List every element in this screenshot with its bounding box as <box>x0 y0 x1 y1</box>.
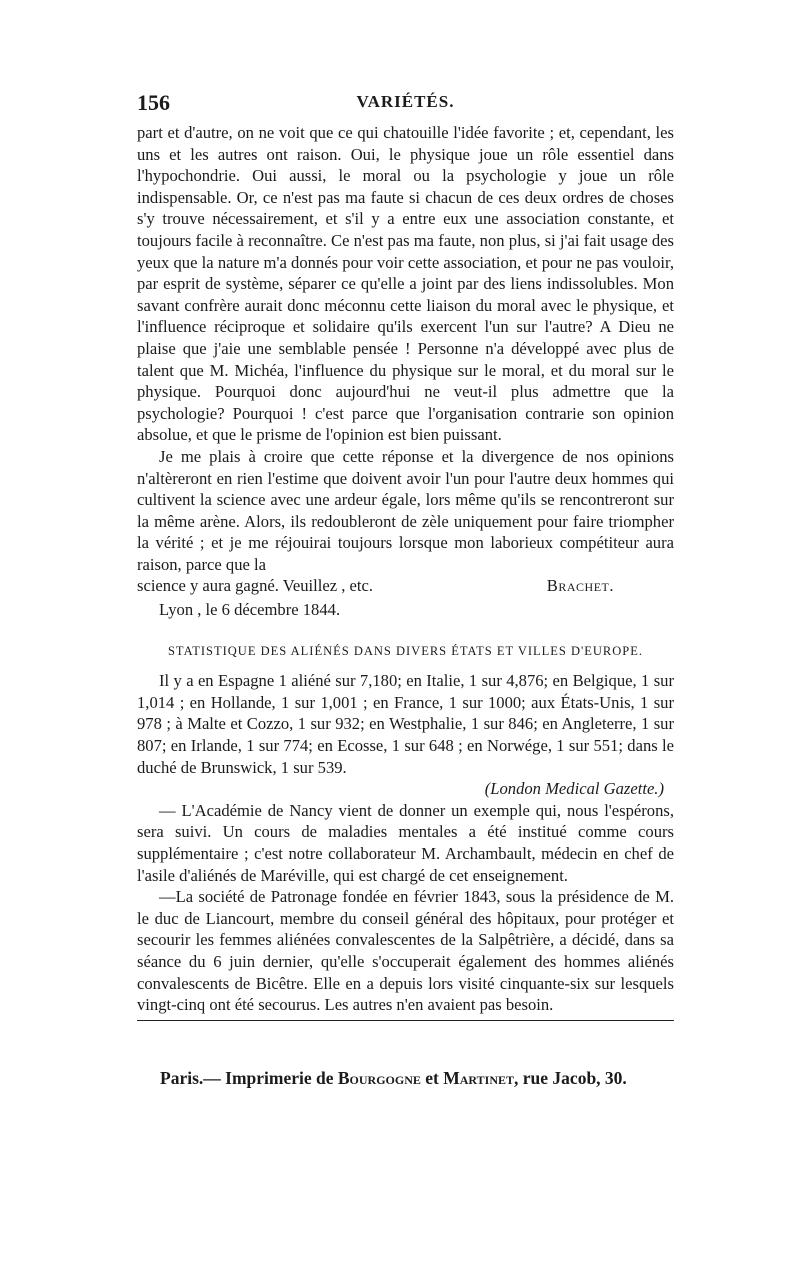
letter-closing: science y aura gagné. Veuillez , etc. <box>137 576 374 596</box>
divider-rule <box>137 1020 674 1021</box>
section-title: STATISTIQUE DES ALIÉNÉS DANS DIVERS ÉTATS ET VILLES D'EUROPE. <box>167 643 644 658</box>
imprint-prefix: Paris.— Imprimerie de <box>160 1068 338 1088</box>
letter-paragraph: part et d'autre, on ne voit que ce qui chatouille l'idée favorite ; et, cependant, les uns et les autres ont raison. Oui, le physique joue un rôle essentiel dans l'hypochondrie. Oui aussi, le moral ou la psychologie y joue un rôle indispensable. Or, ce n'est pas ma faute si chacun de ces deux ordres de choses s'y trouve nécessairement, et s'il y a entre eux une association constante, et toujours facile à reconnaître. Ce n'est pas ma faute, non plus, si j'ai fait usage des yeux que la nature m'a donnés pour voir cette association, et pour ne pas vouloir, par esprit de système, séparer ce qu'elle a joint par des liens indissolubles. Mon savant confrère aurait donc méconnu cette liaison du moral avec le physique, et l'influence réciproque et solidaire qu'ils exercent l'un sur l'autre? A Dieu ne plaise que j'aie une semblable pensée ! Personne n'a développé avec plus de talent que M. Michéa, l'influence du physique sur le moral, et du moral sur le physique. Pourquoi donc aujourd'hui ne veut-il plus admettre que la psychologie? Pourquoi ! c'est parce que l'organisation contrarie son opinion absolue, et que le prisme de l'opinion est bien puissant. <box>137 123 674 445</box>
imprint-conjunction: et <box>420 1068 444 1088</box>
news-paragraph: —La société de Patronage fondée en février 1843, sous la présidence de M. le duc de Liancourt, membre du conseil général des hôpitaux, pour protéger et secourir les femmes aliénées convalescentes de la Salpêtrière, a décidé, dans sa séance du 6 juin dernier, qu'elle s'occuperait également des hommes aliénés convalescents de Bicêtre. Elle en a depuis lors visité cinquante-six sur lesquels vingt-cinq ont été secourus. Les autres n'en avaient pas besoin. <box>137 887 674 1015</box>
source-citation: (London Medical Gazette.) <box>484 779 664 799</box>
printer-name: Bourgogne <box>337 1068 421 1088</box>
page-number: 156 <box>137 90 170 115</box>
printer-imprint <box>160 1068 674 1089</box>
page-body <box>137 122 674 1021</box>
imprint-address: , rue Jacob, 30. <box>514 1068 627 1088</box>
news-paragraph: — L'Académie de Nancy vient de donner un exemple qui, nous l'espérons, sera suivi. Un cours de maladies mentales a été institué comme cours supplémentaire ; c'est notre collaborateur M. Archambault, médecin en chef de l'asile d'aliénés de Maréville, qui est chargé de cet enseignement. <box>137 800 674 885</box>
letter-paragraph: Je me plais à croire que cette réponse et la divergence de nos opinions n'altèreront en rien l'estime que doivent avoir l'un pour l'autre deux hommes qui cultivent la science avec une ardeur égale, lors même qu'ils se rencontreront sur la même arène. Alors, ils redoubleront de zèle uniquement pour faire triompher la vérité ; et je me réjouirai toujours lorsque mon laborieux compétiteur aura raison, parce que la <box>137 446 674 574</box>
statistics-paragraph: Il y a en Espagne 1 aliéné sur 7,180; en Italie, 1 sur 4,876; en Belgique, 1 sur 1,014 ; en Hollande, 1 sur 1,001 ; en France, 1 sur 1000; aux États-Unis, 1 sur 978 ; à Malte et Cozzo, 1 sur 932; en Westphalie, 1 sur 846; en Angleterre, 1 sur 807; en Irlande, 1 sur 774; en Ecosse, 1 sur 648 ; en Norwége, 1 sur 551; dans le duché de Brunswick, 1 sur 539. <box>137 671 674 777</box>
signature: Brachet. <box>546 576 614 596</box>
running-head: VARIÉTÉS. <box>356 92 455 111</box>
printer-name: Martinet <box>443 1068 515 1088</box>
dateline: Lyon , le 6 décembre 1844. <box>159 600 341 620</box>
signature-line <box>137 575 674 597</box>
page-header <box>137 90 674 118</box>
